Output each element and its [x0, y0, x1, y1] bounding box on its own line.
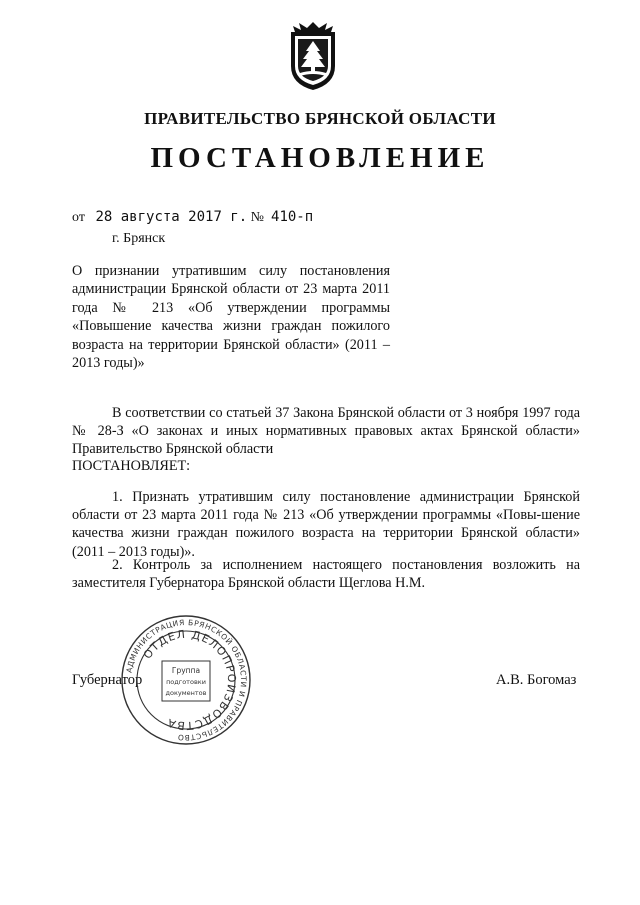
seal-ring-text: АДМИНИСТРАЦИЯ БРЯНСКОЙ ОБЛАСТИ И ПРАВИТЕЛЬСТВО	[124, 617, 249, 743]
resolves-heading: ПОСТАНОВЛЯЕТ:	[72, 458, 191, 474]
seal-box-line-3: документов	[165, 689, 207, 697]
office-seal-stamp	[120, 613, 252, 747]
seal-box-line-1: Группа	[171, 666, 201, 675]
resolution-item-2: 2. Контроль за исполнением настоящего постановления возложить на заместителя Губернатора Брянской области Щеглова Н.М.	[72, 557, 580, 592]
seal-dept-text: ОТДЕЛ ДЕЛОПРОИЗВОДСТВА	[140, 627, 239, 733]
document-date: 28 августа 2017 г.	[95, 209, 248, 225]
document-subject: О признании утратившим силу постановления администрации Брянской области от 23 марта 2011 года № 213 «Об утверждении программы «Повышение качества жизни граждан пожилого возраста на территории Брянской области» (2011 – 2013 годы)»	[72, 263, 390, 372]
document-city: г. Брянск	[112, 231, 166, 246]
signatory-name: А.В. Богомаз	[496, 672, 577, 688]
preamble-paragraph: В соответствии со статьей 37 Закона Брянской области от 3 ноября 1997 года № 28-З «О законах и иных нормативных правовых актах Брянской области» Правительство Брянской области	[72, 405, 580, 458]
signatory-position: Губернатор	[72, 672, 143, 688]
resolution-item-1: 1. Признать утратившим силу постановление администрации Брянской области от 23 марта 2011 года № 213 «Об утверждении программы «Повы-шение качества жизни граждан пожилого возраста на территории Брянской области» (2011 – 2013 годы)».	[72, 489, 580, 560]
seal-box-line-2: подготовки	[166, 678, 206, 686]
date-prefix: от	[72, 210, 85, 225]
document-number: 410-п	[271, 209, 314, 225]
date-number-line	[72, 209, 313, 226]
number-prefix: №	[250, 210, 265, 225]
document-type-title: ПОСТАНОВЛЕНИЕ	[150, 142, 490, 174]
issuing-authority: ПРАВИТЕЛЬСТВО БРЯНСКОЙ ОБЛАСТИ	[144, 109, 496, 128]
coat-of-arms-icon	[287, 22, 339, 92]
